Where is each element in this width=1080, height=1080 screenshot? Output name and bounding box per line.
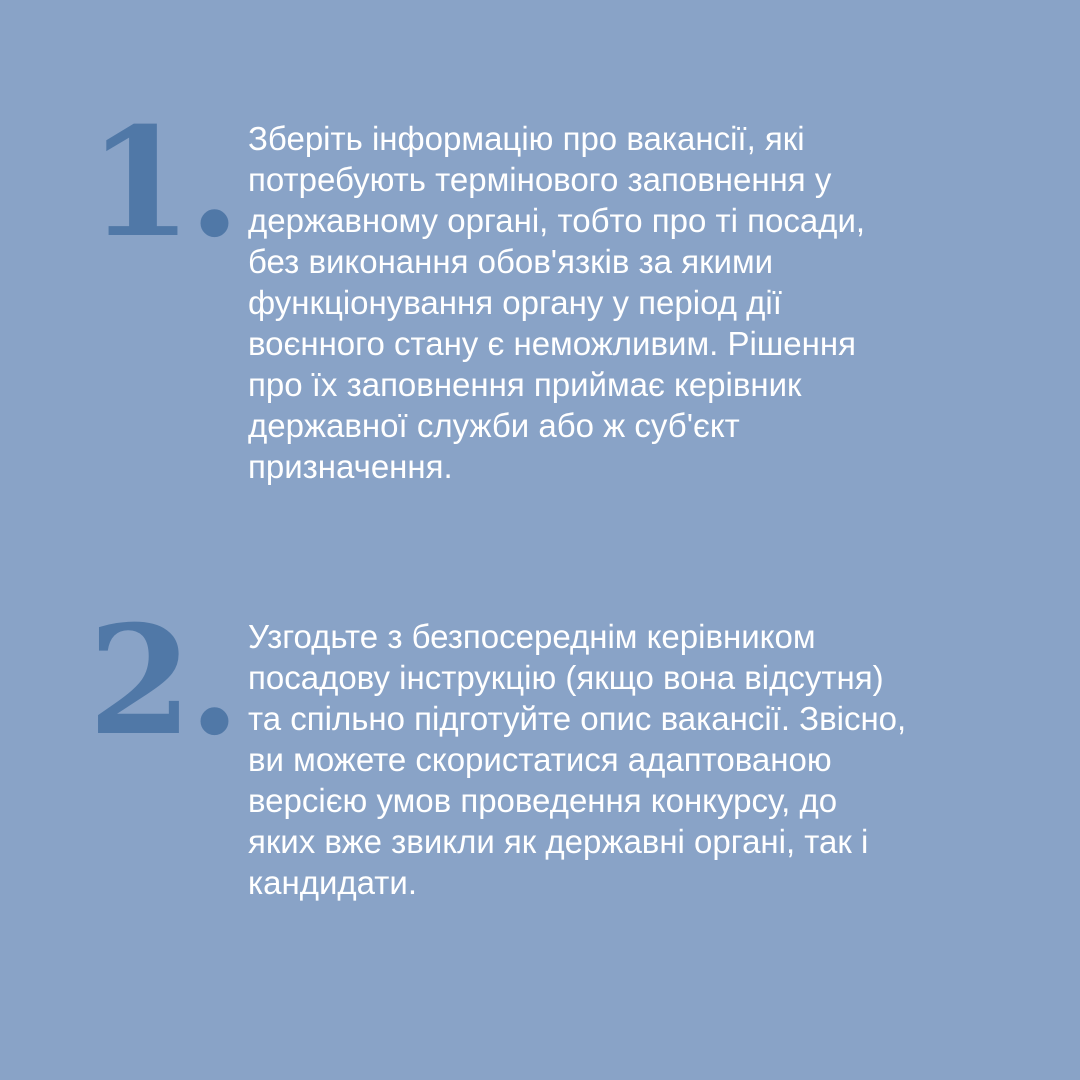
- text-line: про їх заповнення приймає керівник: [248, 366, 802, 403]
- text-line: яких вже звикли як державні органі, так і: [248, 823, 869, 860]
- text-line: та спільно підготуйте опис вакансії. Звісно,: [248, 700, 907, 737]
- text-line: воєнного стану є неможливим. Рішення: [248, 325, 856, 362]
- text-line: Узгодьте з безпосереднім керівником: [248, 618, 816, 655]
- step-text: [248, 118, 988, 487]
- text-line: кандидати.: [248, 864, 418, 901]
- step-number: 1.: [88, 95, 237, 271]
- step-text: [248, 616, 988, 903]
- text-line: без виконання обов'язків за якими: [248, 243, 774, 280]
- text-line: державної служби або ж суб'єкт: [248, 407, 740, 444]
- step-number: 2.: [88, 593, 237, 769]
- text-line: державному органі, тобто про ті посади,: [248, 202, 866, 239]
- text-line: функціонування органу у період дії: [248, 284, 782, 321]
- text-line: потребують термінового заповнення у: [248, 161, 832, 198]
- text-line: версією умов проведення конкурсу, до: [248, 782, 838, 819]
- text-line: призначення.: [248, 448, 453, 485]
- text-line: Зберіть інформацію про вакансії, які: [248, 120, 805, 157]
- text-line: ви можете скористатися адаптованою: [248, 741, 832, 778]
- text-line: посадову інструкцію (якщо вона відсутня): [248, 659, 884, 696]
